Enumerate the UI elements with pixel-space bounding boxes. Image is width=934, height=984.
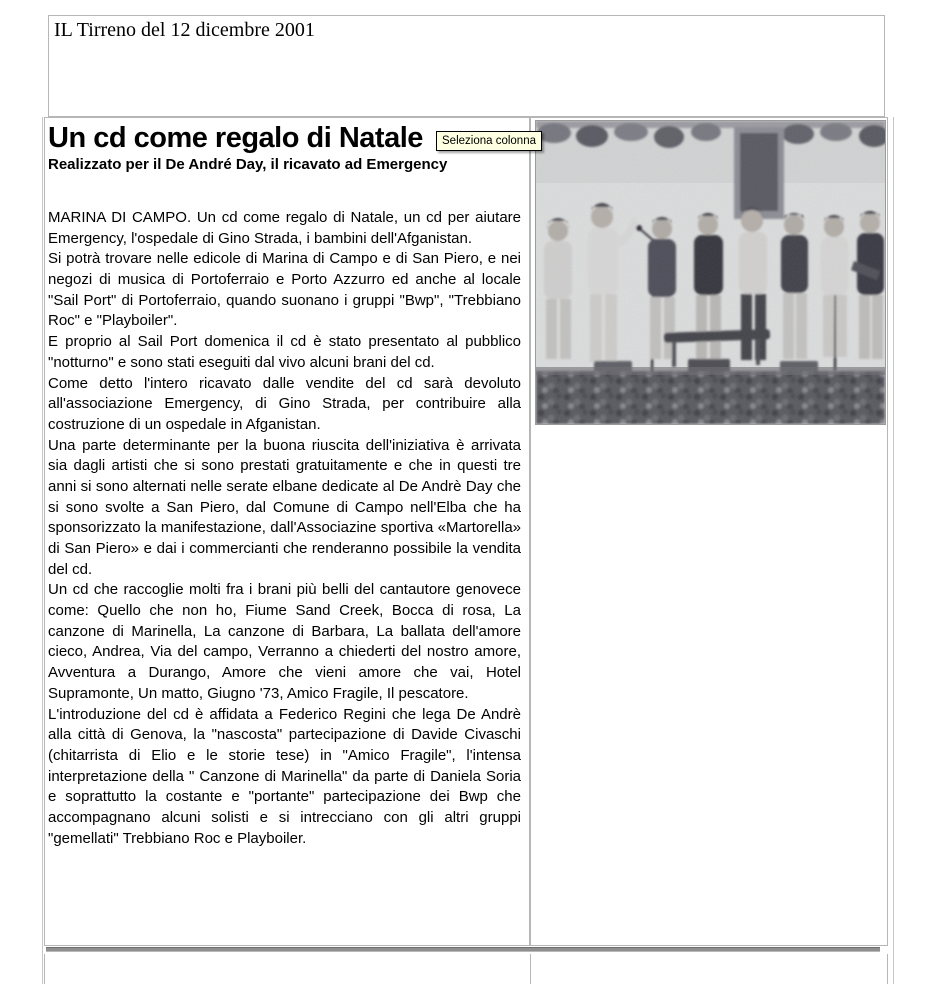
paragraph: MARINA DI CAMPO. Un cd come regalo di Natale, un cd per aiutare Emergency, l'ospedale di Gino Strada, i bambini dell'Afganistan. [48,209,521,247]
masthead-title: IL Tirreno del 12 dicembre 2001 [54,19,315,41]
paragraph: Un cd che raccoglie molti fra i brani più belli del cantautore genovece come: Quello che non ho, Fiume Sand Creek, Bocca di rosa, La canzone di Marinella, La canzone di Barbara, La ballata dell'amore cieco, Andrea, Via del campo, Verranno a chiederti del nostro amore, Avventura a Durango, Amore che vieni amore che vai, Hotel Supramonte, Un matto, Giugno '73, Amico Fragile, Il pescatore. [48,581,521,702]
paragraph: Una parte determinante per la buona riuscita dell'iniziativa è arrivata sia dagli artisti che si sono prestati gratuitamente e che in questi tre anni si sono alternati nelle serate elbane dedicate al De Andrè Day che si sono svolte a San Piero, dal Comune di Campo nell'Elba che ha sponsorizzato la manifestazione, dall'Associazine sportiva «Martorella» di San Piero» e dai i commercianti che renderanno possibile la vendita del cd. [48,436,521,578]
paragraph: Si potrà trovare nelle edicole di Marina di Campo e di San Piero, e nei negozi di musica di Portoferraio e Porto Azzurro ed anche al locale "Sail Port" di Portoferraio, quando suonano i gruppi "Bwp", "Trebbiano Roc" e "Playboiler". [48,250,521,330]
article-headline: Un cd come regalo di Natale [48,122,423,154]
article-subtitle: Realizzato per il De André Day, il ricavato ad Emergency [48,156,448,173]
seleziona-colonna-tooltip: Seleziona colonna [436,131,542,151]
article-photo [535,120,886,425]
table-border-right [887,954,888,984]
stage-band-photo [536,121,885,424]
table-border-middle [530,954,531,984]
photo-column[interactable] [530,117,888,946]
table-border-left [44,954,45,984]
article-text-column[interactable] [44,117,530,946]
masthead-box [48,15,885,117]
section-divider [46,947,880,952]
paragraph: E proprio al Sail Port domenica il cd è stato presentato al pubblico "notturno" e sono stati eseguiti dal vivo alcuni brani del cd. [48,333,521,371]
paragraph: Come detto l'intero ricavato dalle vendite del cd sarà devoluto all'associazione Emergency, di Gino Strada, per contribuire alla costruzione di un ospedale in Afganistan. [48,374,521,433]
paragraph: L'introduzione del cd è affidata a Federico Regini che lega De Andrè alla città di Genova, la "nascosta" partecipazione di Davide Civaschi (chitarrista di Elio e le storie tese) in "Amico Fragile", l'intensa interpretazione della " Canzone di Marinella" da parte di Daniela Soria e soprattutto la costante e "portante" partecipazione dei Bwp che accompagnano alcuni solisti e si intrecciano con gli altri gruppi "gemellati" Trebbiano Roc e Playboiler. [48,705,521,847]
article-body [48,208,524,849]
